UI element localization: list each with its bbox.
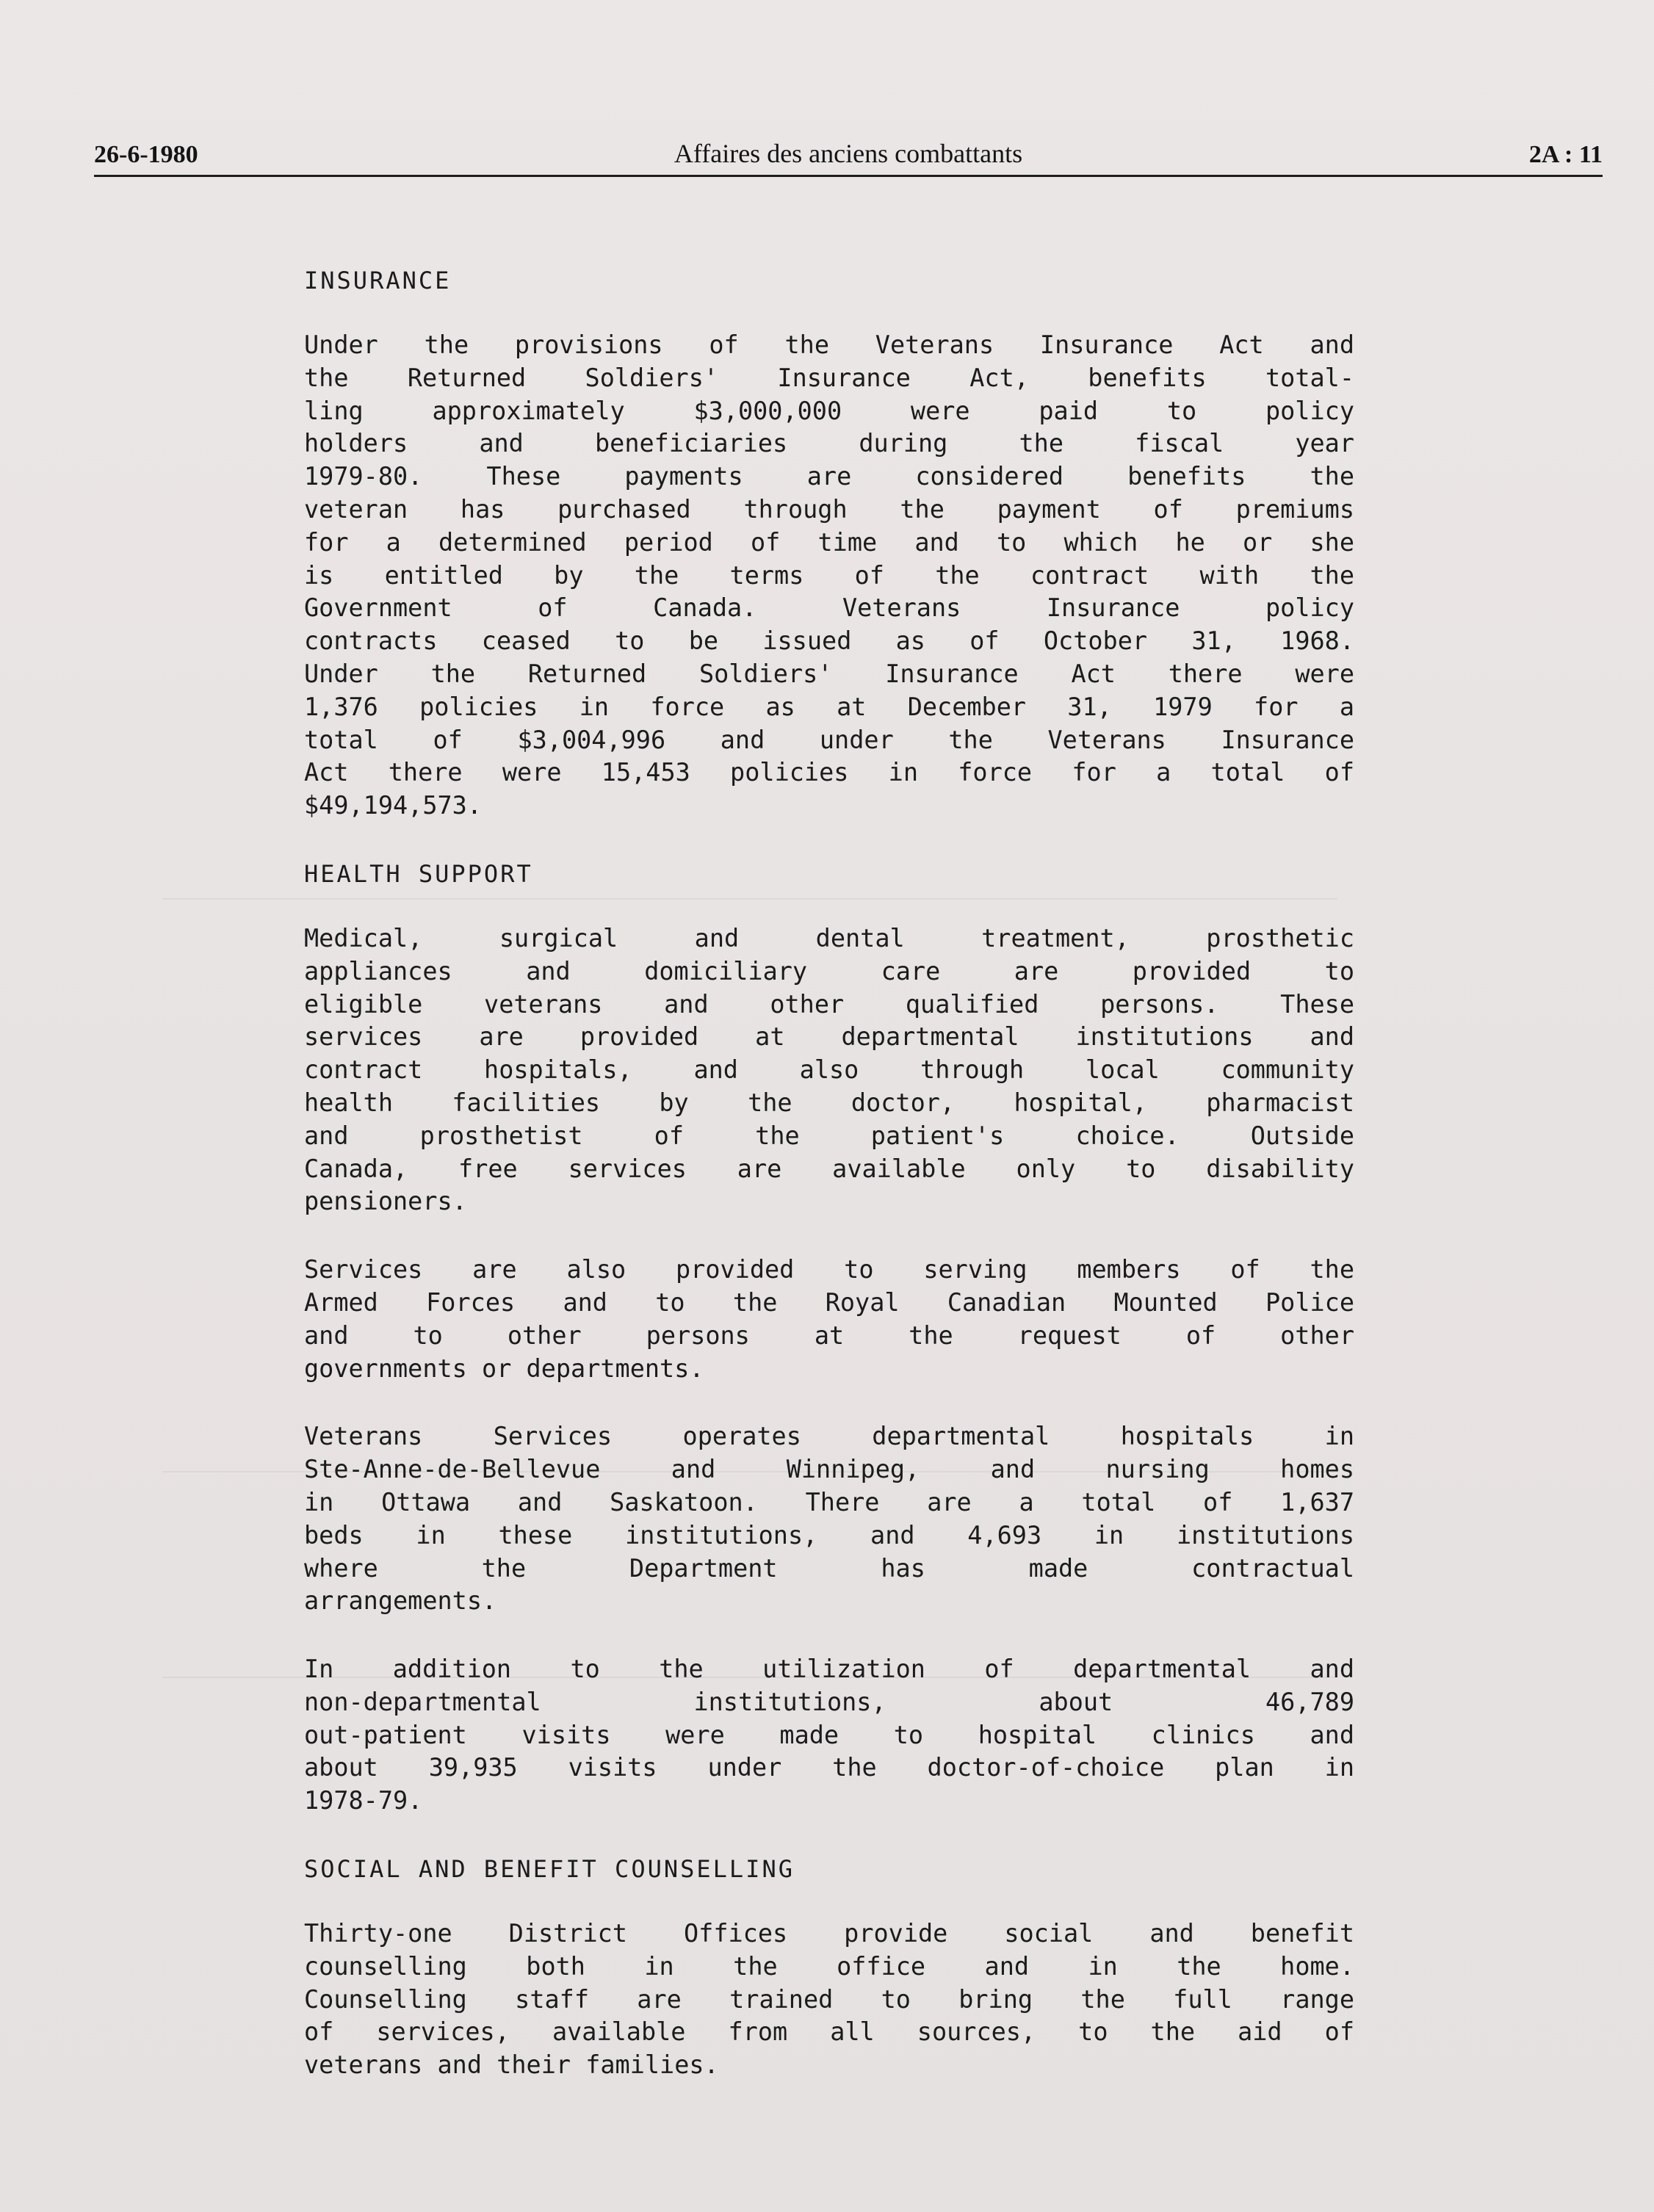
paragraph: [304, 1420, 1354, 1618]
paragraph: [304, 922, 1354, 1218]
text-line: 1979-80. These payments are considered benefits the: [304, 462, 1354, 491]
text-line: total of $3,004,996 and under the Veterans Insurance: [304, 725, 1354, 754]
text-line: Act there were 15,453 policies in force for a total of: [304, 758, 1354, 787]
paragraph: [304, 329, 1354, 823]
text-line: Medical, surgical and dental treatment, prosthetic: [304, 923, 1354, 953]
text-line: Under the Returned Soldiers' Insurance Act there were: [304, 659, 1354, 688]
section-heading: SOCIAL AND BENEFIT COUNSELLING: [304, 1855, 795, 1884]
text-line: non-departmental institutions, about 46,789: [304, 1687, 1354, 1716]
paragraph: [304, 1918, 1354, 2082]
paragraph: [304, 1254, 1354, 1385]
text-line: beds in these institutions, and 4,693 in institutions: [304, 1520, 1354, 1550]
text-line: veterans and their families.: [304, 2050, 719, 2080]
text-line: pensioners.: [304, 1187, 467, 1216]
text-line: contract hospitals, and also through local community: [304, 1055, 1354, 1085]
header-page-number: 2A : 11: [1528, 141, 1603, 168]
text-line: Armed Forces and to the Royal Canadian Mounted Police: [304, 1287, 1354, 1317]
text-line: contracts ceased to be issued as of October 31, 1968.: [304, 626, 1354, 656]
section-heading: INSURANCE: [304, 267, 452, 294]
text-line: about 39,935 visits under the doctor-of-choice plan in: [304, 1753, 1354, 1782]
text-line: of services, available from all sources, to the aid of: [304, 2017, 1354, 2047]
running-head: [94, 138, 1603, 175]
text-line: for a determined period of time and to which he or she: [304, 527, 1354, 557]
text-line: Under the provisions of the Veterans Insurance Act and: [304, 330, 1354, 359]
header-date: 26-6-1980: [94, 141, 198, 168]
text-line: in Ottawa and Saskatoon. There are a total of 1,637: [304, 1487, 1354, 1517]
text-line: where the Department has made contractual: [304, 1553, 1354, 1583]
text-line: Counselling staff are trained to bring the full range: [304, 1984, 1354, 2014]
text-line: veteran has purchased through the payment of premiums: [304, 494, 1354, 524]
text-line: Ste-Anne-de-Bellevue and Winnipeg, and nursing homes: [304, 1455, 1354, 1484]
text-line: Thirty-one District Offices provide social and benefit: [304, 1919, 1354, 1948]
text-line: Services are also provided to serving members of the: [304, 1255, 1354, 1284]
text-line: counselling both in the office and in the home.: [304, 1951, 1354, 1981]
text-line: governments or departments.: [304, 1353, 704, 1383]
text-line: Veterans Services operates departmental hospitals in: [304, 1422, 1354, 1451]
text-line: In addition to the utilization of departmental and: [304, 1655, 1354, 1684]
text-line: and to other persons at the request of other: [304, 1320, 1354, 1350]
text-line: 1978-79.: [304, 1786, 423, 1815]
text-line: $49,194,573.: [304, 791, 483, 820]
paragraph: [304, 1653, 1354, 1818]
text-line: Government of Canada. Veterans Insurance policy: [304, 593, 1354, 623]
text-line: is entitled by the terms of the contract with the: [304, 560, 1354, 590]
text-line: appliances and domiciliary care are provided to: [304, 956, 1354, 986]
header-title: Affaires des anciens combattants: [673, 139, 1023, 168]
text-line: ling approximately $3,000,000 were paid to policy: [304, 396, 1354, 425]
text-line: 1,376 policies in force as at December 31, 1979 for a: [304, 692, 1354, 721]
text-line: out-patient visits were made to hospital clinics and: [304, 1720, 1354, 1749]
text-line: services are provided at departmental institutions and: [304, 1022, 1354, 1052]
text-line: health facilities by the doctor, hospital, pharmacist: [304, 1088, 1354, 1117]
text-line: Canada, free services are available only to disability: [304, 1154, 1354, 1183]
text-line: holders and beneficiaries during the fiscal year: [304, 429, 1354, 458]
text-line: eligible veterans and other qualified persons. These: [304, 989, 1354, 1019]
text-line: the Returned Soldiers' Insurance Act, benefits total-: [304, 363, 1354, 392]
text-line: arrangements.: [304, 1586, 497, 1616]
body-text: [304, 264, 1354, 2117]
header-rule: [94, 175, 1603, 177]
text-line: and prosthetist of the patient's choice. Outside: [304, 1121, 1354, 1150]
section-heading: HEALTH SUPPORT: [304, 859, 533, 888]
